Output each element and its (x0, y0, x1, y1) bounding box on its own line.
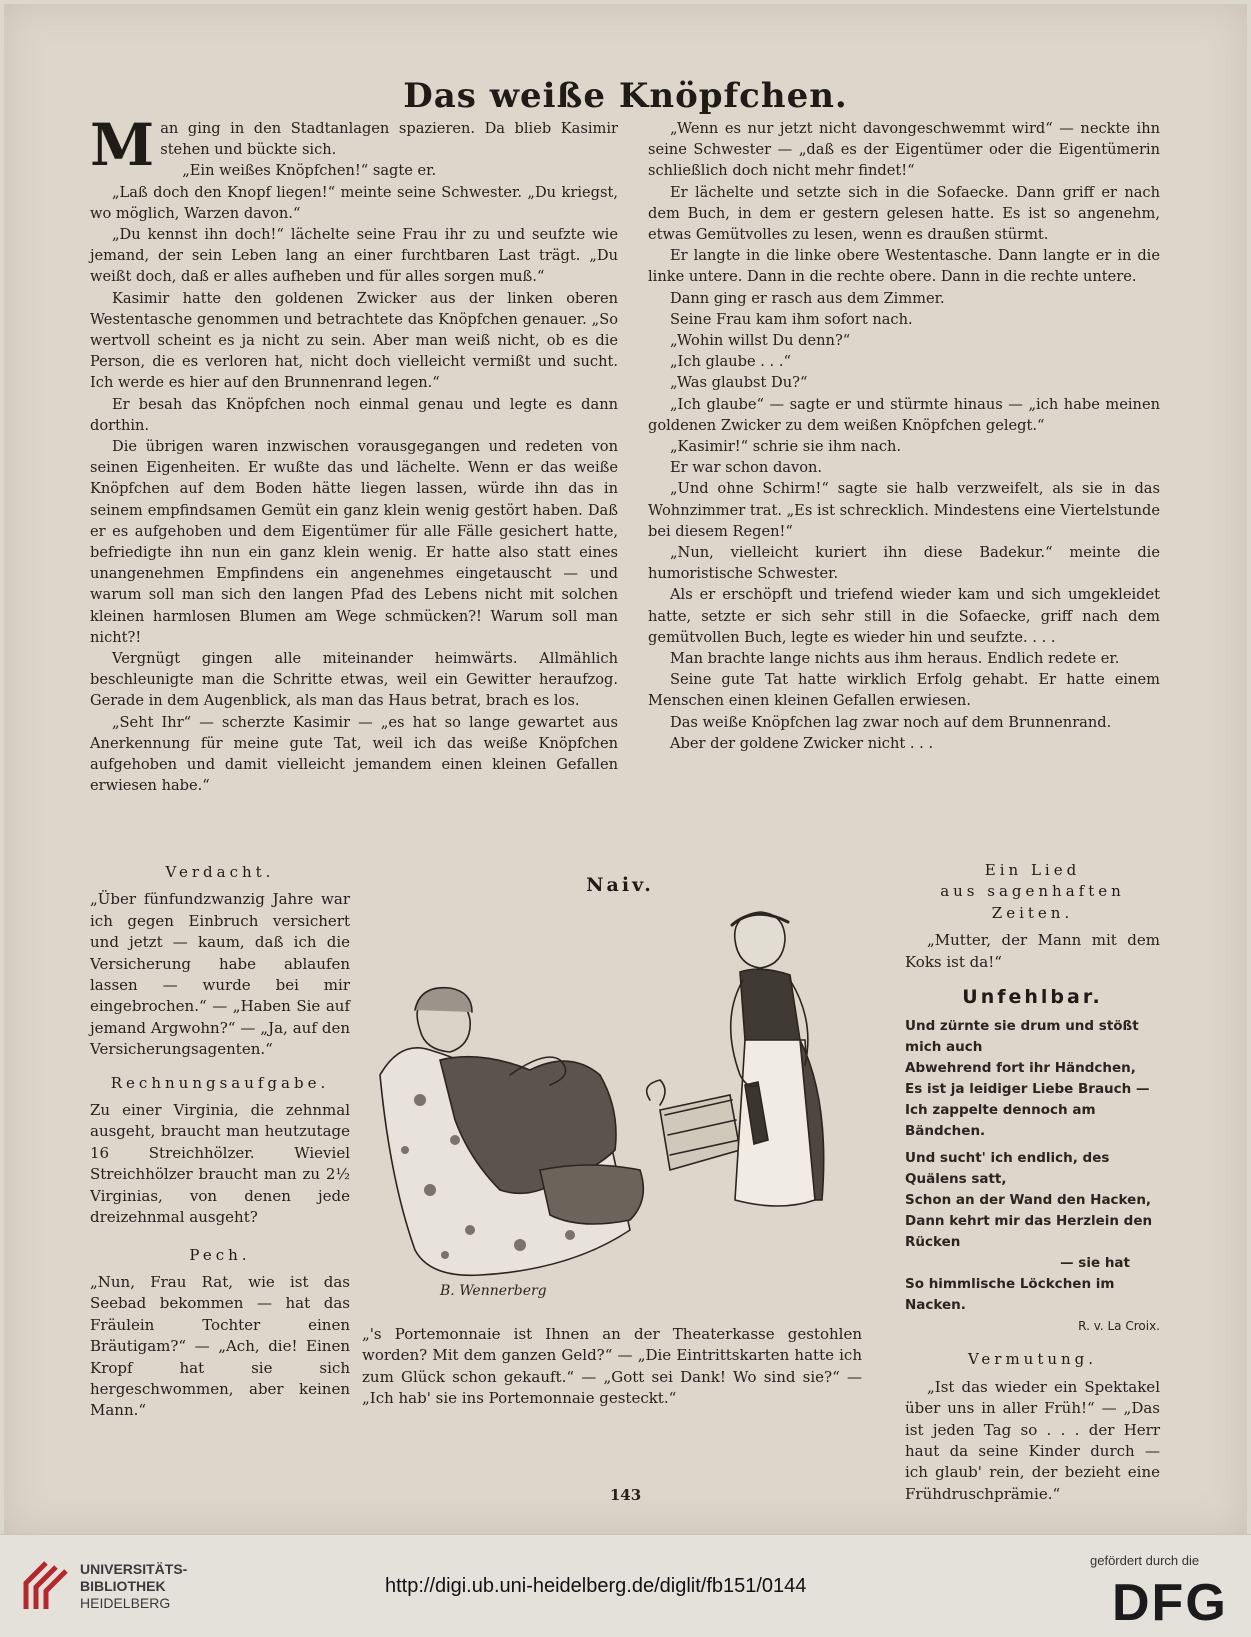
story-paragraph: Man ging in den Stadtanlagen spazieren. Da blieb Kasimir stehen und bückte sich. (90, 111, 618, 179)
library-line-2: BIBLIOTHEK (80, 1578, 166, 1594)
story-paragraph: „Wohin willst Du denn?“ (670, 332, 851, 350)
verdacht-text: „Über fünfundzwanzig Jahre war ich gegen Einbruch versichert und jetzt — kaum, daß ich die Versicherung habe ablaufen lassen — wurde bei mir eingebrochen.“ — „Haben Sie auf jemand Argwohn?“ — „Ja, auf den Versicherungsagenten.“ (90, 890, 350, 1059)
source-url-link[interactable]: http://digi.ub.uni-heidelberg.de/diglit/fb151/0144 (385, 1575, 807, 1597)
story-paragraph: Seine Frau kam ihm sofort nach. (670, 310, 913, 328)
woman-hair (415, 988, 472, 1012)
story-paragraph: Seine gute Tat hatte wirklich Erfolg gehabt. Er hatte einem Menschen einen kleinen Gefallen erwiesen. (648, 671, 1160, 710)
story-paragraph: „Kasimir!“ schrie sie ihm nach. (670, 438, 902, 456)
library-line-3: HEIDELBERG (80, 1595, 171, 1611)
story-paragraph: Kasimir hatte den goldenen Zwicker aus der linken oberen Westentasche genommen und betrachtete das Knöpfchen genauer. „So wertvoll scheint es ja nicht zu sein. Aber man weiß nicht, ob es die Person, die es verloren hat, nicht doch vielleicht vermißt und sucht. Ich werde es hier auf den Brunnenrand legen.“ (90, 289, 618, 392)
story-paragraph: „Ich glaube“ — sagte er und stürmte hinaus — „ich habe meinen goldenen Zwicker zu dem weißen Knöpfchen gelegt.“ (648, 395, 1160, 434)
unfehlbar-poem (905, 1016, 1160, 1337)
story-paragraph: Das weiße Knöpfchen lag zwar noch auf dem Brunnenrand. (670, 713, 1112, 731)
naiv-illustration (360, 900, 870, 1310)
library-logo-icon (22, 1553, 72, 1613)
story-left-column (90, 111, 618, 797)
story-paragraph: „Du kennst ihn doch!“ lächelte seine Frau ihr zu und seufzte wie jemand, der sein Leben lang an einer furchtbaren Last trägt. „Du weißt doch, daß er alles aufheben und für alles sorgen muß.“ (90, 226, 618, 286)
story-paragraph: „Wenn es nur jetzt nicht davongeschwemmt wird“ — neckte ihn seine Schwester — „daß es der Eigentümer oder die Eigentümerin schließlich doch nicht mehr findet!“ (648, 120, 1160, 180)
page-number: 143 (609, 1486, 642, 1504)
lied-title-1: Ein Lied (984, 861, 1081, 879)
vermutung-title: Vermutung. (967, 1350, 1098, 1369)
poem-line: Dann kehrt mir das Herzlein den Rücken (905, 1213, 1153, 1251)
naiv-caption: „'s Portemonnaie ist Ihnen an der Theaterkasse gestohlen worden? Mit dem ganzen Geld?“ — „Die Eintrittskarten hatte ich zum Glück schon gekauft.“ — „Gott sei Dank! Wo sind sie?“ — „Ich hab' sie ins Portemonnaie gesteckt.“ (362, 1325, 862, 1408)
library-line-1: UNIVERSITÄTS- (80, 1561, 188, 1577)
lied-title-2: aus sagenhaften Zeiten. (940, 882, 1125, 922)
poem-line: Ich zappelte dennoch am Bändchen. (905, 1102, 1096, 1140)
maid-head (735, 912, 785, 968)
vermutung-text: „Ist das wieder ein Spektakel über uns in aller Früh!“ — „Das ist jeden Tag so . . . der Herr haut da seine Kinder durch — ich glaub' rein, der bezieht eine Frühdruschprämie.“ (905, 1377, 1160, 1503)
poem-line: — sie hat (1060, 1255, 1130, 1272)
story-title: Das weiße Knöpfchen. (403, 76, 848, 116)
story-paragraph: Dann ging er rasch aus dem Zimmer. (670, 289, 945, 307)
story-paragraph: Er war schon davon. (670, 459, 823, 477)
library-name (80, 1561, 187, 1612)
story-paragraph: „Nun, vielleicht kuriert ihn diese Badekur.“ meinte die humoristische Schwester. (648, 544, 1160, 583)
woman-skirt (540, 1165, 643, 1224)
story-paragraph: Er langte in die linke obere Westentasche. Dann langte er in die linke untere. Dann in die rechte obere. Dann in die rechte untere. (648, 247, 1160, 286)
story-paragraph: „Ein weißes Knöpfchen!“ sagte er. (182, 162, 437, 180)
dfg-logo: DFG (1112, 1574, 1228, 1632)
poem-author: R. v. La Croix. (1078, 1319, 1160, 1334)
lower-left-column (90, 862, 350, 1422)
story-right-column (648, 118, 1160, 754)
illustration-signature: B. Wennerberg (440, 1283, 547, 1299)
poem-line: Es ist ja leidiger Liebe Brauch — (905, 1081, 1150, 1098)
verdacht-title: Verdacht. (165, 863, 275, 881)
naiv-title: Naiv. (586, 874, 654, 896)
rechnung-text: Zu einer Virginia, die zehnmal ausgeht, braucht man heutzutage 16 Streichhölzer. Wieviel Streichhölzer braucht man zu 2½ Virginias, von denen jede dreizehnmal ausgeht? (90, 1101, 350, 1227)
pech-title: Pech. (189, 1245, 251, 1264)
story-paragraph: „Seht Ihr“ — scherzte Kasimir — „es hat so lange gewartet aus Anerkennung für meine gute Tat, weil ich das weiße Knöpfchen aufgehoben und damit vielleicht jemandem einen kleinen Gefallen erwiesen habe.“ (90, 713, 618, 795)
story-paragraph: Vergnügt gingen alle miteinander heimwärts. Allmählich beschleunigte man die Schritte etwas, weil ein Gewitter heraufzog. Gerade in dem Augenblick, als man das Haus betrat, brach es los. (90, 650, 618, 710)
story-paragraph: Er besah das Knöpfchen noch einmal genau und legte es dann dorthin. (90, 395, 618, 434)
basket (660, 1095, 740, 1170)
poem-line: Und zürnte sie drum und stößt mich auch (905, 1018, 1139, 1056)
poem-line: So himmlische Löckchen im Nacken. (905, 1276, 1115, 1314)
dropcap: M (90, 111, 155, 179)
story-paragraph: Aber der goldene Zwicker nicht . . . (670, 734, 934, 752)
rechnung-title: Rechnungsaufgabe. (110, 1073, 330, 1092)
story-paragraph: Als er erschöpft und triefend wieder kam und sich umgekleidet hatte, setzte er sich sehr still in die Sofaecke, griff nach dem gemütvollen Buch, legte es wieder hin und seufzte. . . . (648, 586, 1160, 646)
lied-text: „Mutter, der Mann mit dem Koks ist da!“ (905, 931, 1160, 971)
story-paragraph: „Ich glaube . . .“ (670, 353, 791, 371)
poem-line: Schon an der Wand den Hacken, (905, 1192, 1152, 1209)
story-paragraph: „Und ohne Schirm!“ sagte sie halb verzweifelt, als sie in das Wohnzimmer trat. „Es ist schrecklich. Mindestens eine Viertelstunde bei diesem Regen!“ (648, 480, 1160, 540)
story-paragraph: Die übrigen waren inzwischen vorausgegangen und redeten von seinen Eigenheiten. Er wußte das und lächelte. Wenn er das weiße Knöpfchen auf dem Boden hätte liegen lassen, würde ihn das in seinem empfindsamen Gemüt ein ganz klein wenig gestört haben. Daß er es aufgehoben und dem Eigentümer für alle Fälle gesichert hatte, befriedigte ihn nun ein ganz klein wenig. Er hatte also statt eines unangenehmen Empfindens ein angenehmes eingetauscht — und warum soll man sich den langen Pfad des Lebens nicht mit solchen kleinen harmlosen Blumen am Wege schmücken?! Warum soll man nicht?! (90, 438, 618, 646)
lower-right-column (905, 860, 1160, 1505)
story-paragraph: Man brachte lange nichts aus ihm heraus. Endlich redete er. (670, 650, 1120, 668)
flowers (647, 1080, 665, 1105)
poem-line: Und sucht' ich endlich, des Quälens satt, (905, 1150, 1110, 1188)
story-paragraph: „Was glaubst Du?“ (670, 374, 808, 392)
story-paragraph: Er lächelte und setzte sich in die Sofaecke. Dann griff er nach dem Buch, in dem er gestern gelesen hatte. Es ist so angenehm, etwas Gemütvolles zu lesen, wenn es draußen stürmt. (648, 183, 1160, 244)
unfehlbar-title: Unfehlbar. (962, 986, 1103, 1009)
pech-text: „Nun, Frau Rat, wie ist das Seebad bekommen — hat das Fräulein Tochter einen Bräutigam?“ — „Ach, die! Einen Kropf hat sie sich hergeschwommen, aber keinen Mann.“ (90, 1272, 350, 1420)
footer-bar (0, 1534, 1251, 1637)
poem-line: Abwehrend fort ihr Händchen, (905, 1060, 1136, 1077)
story-paragraph: „Laß doch den Knopf liegen!“ meinte seine Schwester. „Du kriegst, wo möglich, Warzen davon.“ (90, 183, 618, 222)
funding-note: gefördert durch die (1090, 1553, 1200, 1568)
